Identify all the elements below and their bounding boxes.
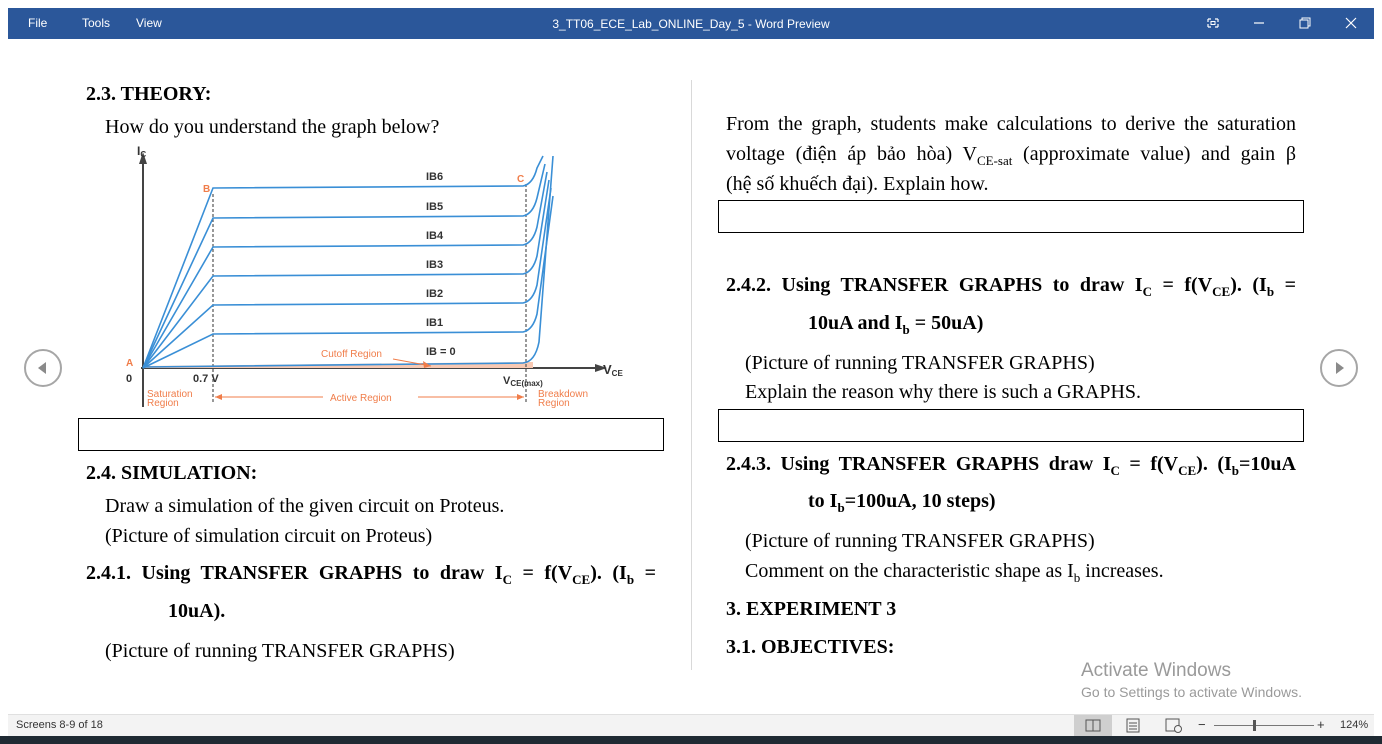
heading-2-4-1-cont: 10uA). bbox=[168, 600, 226, 622]
transistor-characteristic-graph bbox=[113, 142, 638, 412]
heading-2-4-2-cont: 10uA and $I_b = 50uA$) bbox=[808, 312, 984, 337]
theory-question: How do you understand the graph below? bbox=[105, 116, 440, 138]
zoom-in-button[interactable]: + bbox=[1317, 717, 1325, 732]
screens-counter: Screens 8-9 of 18 bbox=[16, 719, 103, 731]
restore-button[interactable] bbox=[1294, 13, 1316, 33]
document-page bbox=[8, 39, 1374, 714]
theory-heading: 2.3. THEORY: bbox=[86, 83, 212, 105]
caption-2-4-3: (Picture of running TRANSFER GRAPHS) bbox=[745, 530, 1095, 552]
curve-label-ib4: IB4 bbox=[426, 230, 444, 242]
previous-page-button[interactable] bbox=[24, 349, 62, 387]
x-axis-label: VCE bbox=[603, 362, 623, 378]
simulation-caption: (Picture of simulation circuit on Proteus) bbox=[105, 525, 433, 547]
zoom-slider-thumb[interactable] bbox=[1253, 720, 1256, 731]
fit-screen-icon bbox=[1202, 13, 1224, 33]
point-a-label: A bbox=[126, 358, 134, 369]
zoom-out-button[interactable]: − bbox=[1198, 717, 1206, 732]
y-axis-label: IC bbox=[137, 144, 147, 159]
menu-tools[interactable]: Tools bbox=[82, 16, 111, 30]
paragraph-line-3: (hệ số khuếch đại). Explain how. bbox=[726, 173, 989, 195]
heading-2-4-3-cont: to $I_b=100uA$, 10 steps) bbox=[808, 490, 996, 515]
zoom-slider[interactable] bbox=[1214, 725, 1314, 726]
activation-watermark-title: Activate Windows bbox=[1081, 660, 1231, 681]
restore-icon bbox=[1294, 13, 1316, 33]
caption-2-4-2: (Picture of running TRANSFER GRAPHS) bbox=[745, 352, 1095, 374]
point-c-label: C bbox=[517, 174, 525, 185]
breakdown-region-label-2: Region bbox=[538, 398, 570, 409]
close-button[interactable] bbox=[1340, 13, 1362, 33]
active-arrow-left-head bbox=[215, 394, 222, 400]
point-b-label: B bbox=[203, 184, 211, 195]
status-bar bbox=[8, 714, 1374, 736]
column-divider bbox=[691, 80, 692, 670]
answer-box-2-4-2[interactable] bbox=[718, 409, 1304, 442]
explain-2-4-2: Explain the reason why there is such a GRAPHS. bbox=[745, 381, 1142, 403]
paragraph-line-2: voltage (điện áp bảo hòa) $V_{CE-sat}$ (approximate value) and gain β bbox=[726, 143, 1296, 168]
cutoff-region-label: Cutoff Region bbox=[321, 349, 382, 360]
print-layout-icon bbox=[1114, 715, 1152, 736]
heading-2-4-1: 2.4.1. Using TRANSFER GRAPHS to draw $I_C = f(V_{CE})$. ($I_b$ = bbox=[86, 562, 656, 587]
curve-label-ib0: IB = 0 bbox=[426, 346, 456, 358]
next-page-button[interactable] bbox=[1320, 349, 1358, 387]
curve-label-ib1: IB1 bbox=[426, 317, 444, 329]
characteristic-curve bbox=[143, 180, 549, 368]
window-title: 3_TT06_ECE_Lab_ONLINE_Day_5 - Word Preview bbox=[552, 17, 830, 31]
comment-2-4-3: Comment on the characteristic shape as $I_b$ increases. bbox=[745, 560, 1164, 585]
curve-label-ib3: IB3 bbox=[426, 259, 444, 271]
curve-label-ib6: IB6 bbox=[426, 171, 444, 183]
activation-watermark-subtitle: Go to Settings to activate Windows. bbox=[1081, 684, 1302, 700]
web-layout-icon bbox=[1154, 715, 1192, 736]
experiment-3-heading: 3. EXPERIMENT 3 bbox=[726, 598, 897, 620]
active-arrow-right-head bbox=[517, 394, 524, 400]
answer-box-saturation[interactable] bbox=[718, 200, 1304, 233]
active-region-label: Active Region bbox=[330, 393, 392, 404]
vbe-07-label: 0.7 V bbox=[193, 373, 219, 385]
vce-max-label: VCE(max) bbox=[503, 375, 543, 388]
heading-2-4-2: 2.4.2. Using TRANSFER GRAPHS to draw $I_C = f(V_{CE})$. ($I_b$ = bbox=[726, 274, 1296, 299]
caption-2-4-1: (Picture of running TRANSFER GRAPHS) bbox=[105, 640, 455, 662]
read-mode-icon bbox=[1074, 715, 1112, 736]
saturation-region-label-2: Region bbox=[147, 398, 179, 409]
menu-file[interactable]: File bbox=[28, 16, 48, 30]
paragraph-line-1: From the graph, students make calculations to derive the saturation bbox=[726, 113, 1296, 135]
menu-view[interactable]: View bbox=[136, 16, 162, 30]
saturation-region-label: Saturation bbox=[147, 389, 193, 400]
answer-box-theory[interactable] bbox=[78, 418, 664, 451]
characteristic-curve bbox=[143, 188, 551, 368]
close-icon bbox=[1340, 13, 1362, 33]
objectives-heading: 3.1. OBJECTIVES: bbox=[726, 636, 895, 658]
title-bar bbox=[8, 8, 1374, 39]
read-mode-button[interactable] bbox=[1074, 715, 1112, 736]
chevron-left-icon bbox=[26, 351, 60, 385]
zoom-level[interactable]: 124% bbox=[1340, 719, 1369, 731]
heading-2-4-3: 2.4.3. Using TRANSFER GRAPHS draw $I_C = f(V_{CE})$. ($I_b=10uA$ bbox=[726, 453, 1296, 478]
origin-label: 0 bbox=[126, 373, 133, 385]
taskbar bbox=[0, 736, 1382, 744]
simulation-heading: 2.4. SIMULATION: bbox=[86, 462, 258, 484]
print-layout-button[interactable] bbox=[1114, 715, 1152, 736]
curve-label-ib2: IB2 bbox=[426, 288, 444, 300]
web-layout-button[interactable] bbox=[1154, 715, 1192, 736]
breakdown-region-label: Breakdown bbox=[538, 389, 589, 400]
characteristic-curve bbox=[143, 196, 553, 368]
minimize-button[interactable] bbox=[1248, 13, 1270, 33]
chevron-right-icon bbox=[1322, 351, 1356, 385]
minimize-icon bbox=[1248, 13, 1270, 33]
fit-screen-button[interactable] bbox=[1202, 13, 1224, 33]
simulation-instruction: Draw a simulation of the given circuit on Proteus. bbox=[105, 495, 505, 517]
curve-label-ib5: IB5 bbox=[426, 201, 444, 213]
